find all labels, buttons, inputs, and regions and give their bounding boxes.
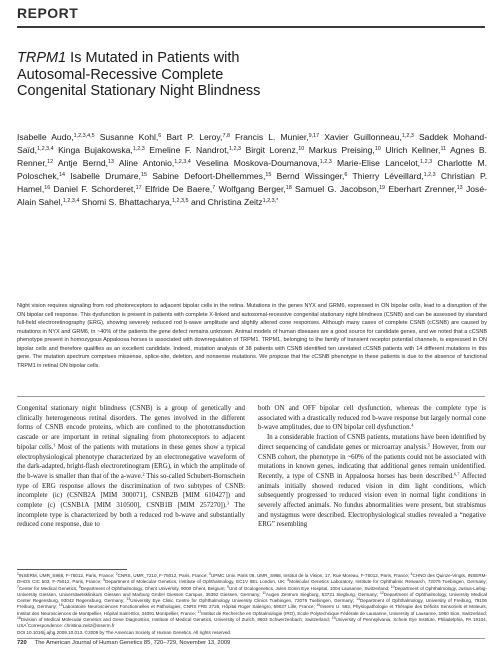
author [324,132,414,142]
author-affiliation-ref: 1,2,3 [228,146,241,152]
title-line-2: Autosomal-Recessive Complete [17,66,224,83]
author-name: Daniel F. Schorderet, [53,184,136,194]
author-affiliation-ref: 1,2,3 [132,146,145,152]
author-name: Marie-Elise Lancelot, [336,158,421,168]
author-name: José-Alain Sahel, [17,184,487,207]
affiliation-number: 10 [390,584,395,589]
header-rule [17,26,485,28]
affiliation-text: Unit of Oculogenetics, Jules Gonin Eye Hospital, 1004 Lausanne, Switzerland; [228,585,391,591]
author-affiliation-ref: 17 [135,185,142,191]
affiliation-number: 19 [331,616,336,621]
title-line-1-rest: Is Mutated in Patients with [66,50,240,66]
article-title [17,50,487,100]
abstract: Night vision requires signaling from rod photoreceptors to adjacent bipolar cells in the retina. Mutations in the genes NYX and GRM6, expressed in ON bipolar cells, lead to a disruption of the ON bipolar cell response. This dysfunction is present in patients with complete X-linked and autosomal-recessive congenital stationary night blindness (CSNB) and can be assessed by standard full-field electroretinography (ERG), showing severely reduced rod b-wave amplitude and slightly altered cone responses. Although many cases of complete CSNB (cCSNB) are caused by mutations in NYX and GRM6, in ~40% of the patients the gene defect remains unknown. Animal models of human diseases are a good source for candidate genes, and we noted that a cCSNB phenotype present in homozygous Appaloosa horses is associated with downregulation of TRPM1. TRPM1, belonging to the family of transient receptor potential channels, is expressed in ON bipolar cells and therefore qualifies as an excellent candidate. Indeed, mutation analysis of 38 patients with CSNB identified ten unrelated cCSNB patients with 14 different mutations in this gene. The mutation spectrum comprises missense, splice-site, deletion, and nonsense mutations. We propose that the cCSNB phenotype in these patients is due to the absence of functional TRPM1 in retinal ON bipolar cells. [17,303,487,369]
author-name: Francis L. Munier, [235,132,309,142]
affiliations [17,573,487,636]
author-name: Xavier Guillonneau, [324,132,402,142]
author-affiliation-ref: 1,2,3,4 [62,198,80,204]
body-paragraph [17,404,245,530]
affiliation-number: 11 [262,591,266,596]
body-text: However, from our CSNB cohort, the phenotype in ~60% of the patients could not be associated with mutations in known genes, indicating that additional genes remain unidentified. Recently, a type of CSNB in Appaloosa horses has been described. [258,443,486,480]
author-list [17,131,487,209]
author-name: Saddek Mohand-Saïd, [17,132,488,155]
affiliation-number: 16 [316,603,321,608]
page-footer [17,640,230,646]
author [385,145,446,155]
author [235,132,319,142]
author-name: Aline Antonio, [118,158,175,168]
author [152,171,271,181]
author [245,145,304,155]
author-name: and Christina Zeitz [190,197,263,207]
affiliation-text: Department of Ophthalmology, Ghent University, 9000 Ghent, Belgium; [80,585,228,591]
affiliation-number: 7 [17,584,19,589]
author-affiliation-ref: 13 [108,159,115,165]
doi-line: DOI 10.1016/j.ajhg.2009.10.013. ©2009 by The American Society of Human Genetics. All rights reserved. [17,629,232,635]
author-affiliation-ref: 1,2,3 [319,159,332,165]
author [58,158,114,168]
body-paragraph [258,433,486,530]
body-text: Most of the patients with mutations in these genes show a typical electrophysiological phenotype characterized by an electronegative waveform of the dark-adapted, bright-flash electroretinogram (ERG), in which the amplitude of the b-wave is smaller than that of the a-wave. [17,443,245,480]
author [277,171,348,181]
abstract-rule [17,396,485,397]
author [388,184,462,194]
affiliation-text: CNRS, UMR_7210, F-75012, Paris, France; [117,573,210,578]
author-name: Eberhart Zrenner, [388,184,457,194]
affiliation-number: 6 [287,578,290,583]
affiliation-number: * [26,622,28,627]
author [166,132,230,142]
author-affiliation-ref: 1,2,3,4 [174,159,191,165]
author-affiliation-ref: 18 [285,185,292,191]
citation-ref: 6,7 [453,471,460,477]
author-name: Antje Bernd, [57,158,109,168]
author-affiliation-ref: 1,2,3 [420,159,433,165]
body-text: The incomplete type is characterized by both a reduced rod b-wave and substantially reduced cone response, due to [17,502,245,529]
title-line-3: Congenital Stationary Night Blindness [17,83,261,99]
author-affiliation-ref: 15 [265,172,272,178]
affiliation-text: INSERM, UMR_S968, F-75012, Paris, France; [18,573,116,578]
affiliation-list [17,573,487,628]
affiliation-number: 9 [227,584,229,589]
affiliation-text: Laboratoire Neurosciences Fonctionnelles et Pathologies, CNRS FRE 2726, Hôpital Roger Salengro, 59037 Lille, France; [62,604,317,610]
author-affiliation-ref: 16 [44,185,51,191]
affiliation-text: UPMC Univ. Paris 06, UMR_S968, Institut de la Vision, 17, Rue Moreau, F-75012, Paris, France; [210,573,411,578]
author-name: Christian P. Hamel, [17,171,488,194]
citation-ref: 2 [142,471,145,477]
affiliation-text: Division of Medical Molecular Genetics and Gene Diagnostics, Institute of Medical Genetics, University of Zurich, 8603 Schwerzenbach, Switzerland; [20,617,332,623]
author [295,184,385,194]
affiliation-number: 14 [356,597,360,602]
affiliation-number: 5 [103,578,106,583]
author [119,158,191,168]
author-affiliation-ref: 11 [440,146,447,152]
affiliation-number: 4 [410,572,413,577]
affiliation-text: University Eye Clinic Centre for Ophthalmology University Clinics Tuebingen, 72076 Tuebingen, Germany; [130,598,357,604]
affiliation-text: Inserm U. 583, Physiopathologie et Thérapie des Déficits Sensoriels et Moteurs, Institut des Neurosciences de Montpellier, Hôpital Saint-Eloi, 34091 Montpellier, France; [17,604,487,616]
affiliation-text: Augen Zentrum Siegburg, 53721 Siegburg, Germany; [265,591,380,597]
affiliation-number: 8 [78,584,81,589]
affiliation-text: Correspondence: christina.zeitz@inserm.fr [27,623,115,629]
author-name: Emeline F. Nandrot, [149,145,229,155]
affiliation-text: Institut de Recherche en Ophtalmologie (IRO), Ecole Polytechnique Fédérale de Lausanne, University of Lausanne, 1950 Sion, Switzerland; [201,610,487,616]
author-affiliation-ref: 6 [158,133,162,139]
author-affiliation-ref: 1,2,3,4 [37,146,54,152]
body-column-left [17,404,245,530]
author [58,145,145,155]
author-affiliation-ref: 14 [59,172,66,178]
author [54,184,142,194]
affiliation-rule [17,569,127,570]
citation-ref: 1 [53,442,56,448]
author [100,132,162,142]
affiliation-text: Department of Ophthalmology, University Medical Center Regensburg, 93042 Regensburg, Germany; [17,591,487,604]
affiliation-number: 17 [197,609,202,614]
author [149,145,241,155]
citation-ref: 5 [427,442,431,448]
author-name: Susanne Kohl, [99,132,159,142]
affiliation-text: Molecular Genetics Laboratory, Institute for Ophthalmic Research, 72076 Tuebingen, Germany; [289,579,488,585]
author [353,171,436,181]
author-name: Sabine Defoort-Dhellemmes, [152,171,266,181]
affiliation-number: 3 [209,572,211,577]
author-name: Veselina Moskova-Doumanova, [196,158,320,168]
author [17,132,95,142]
affiliation-text: Department of Molecular Genetics, Institute of Ophthalmology, EC1V 9EL London, UK; [105,579,288,585]
author-name: Bart P. Leroy, [166,132,223,142]
author-affiliation-ref: 1,2,3,* [262,198,279,204]
footer-rule [17,638,485,639]
affiliation-number: 18 [17,616,21,621]
author-affiliation-ref: 1,2,3 [401,133,414,139]
author-affiliation-ref: 7,8 [222,133,230,139]
author-affiliation-ref: 19 [379,185,386,191]
author [337,158,432,168]
author-affiliation-ref: 13 [456,185,463,191]
affiliation-number: 13 [126,597,131,602]
affiliation-number: 1 [17,572,19,577]
author [145,184,215,194]
body-text: In a considerable fraction of CSNB patients, mutations have been identified by direct sequencing of candidate genes or microarray analysis. [258,434,486,451]
affiliation-text: CHNO des Quinze-Vingts, INSERM-DHOS CIC 503, F-75012, Paris, France; [17,573,488,585]
body-column-right [258,404,486,530]
page-number: 720 [17,640,27,646]
author-affiliation-ref: 1,2,3,4,5 [73,133,95,139]
author-affiliation-ref: 10 [374,146,381,152]
author-affiliation-ref: 1,2,3,5 [172,198,189,204]
affiliation-number: 2 [115,572,118,577]
affiliation-text: Department of Ophthalmology, Justus-Liebig-University Giessen, Universitaetsklinikum Giessen and Marburg GmbH Giessen Campus, 35392 Giessen, Germany; [17,585,488,597]
author-affiliation-ref: 7 [212,185,216,191]
author-affiliation-ref: 12 [47,159,54,165]
author-name: Elfride De Baere, [144,184,213,194]
author [82,197,189,207]
author [196,158,332,168]
author-name: Isabelle Audo, [17,132,74,142]
author-name: Markus Preising, [308,145,375,155]
author [191,197,278,207]
citation-ref: 4 [411,422,414,428]
author-affiliation-ref: 1,2,3 [423,172,436,178]
author-name: Kinga Bujakowska, [58,145,133,155]
journal-citation: The American Journal of Human Genetics 85, 720–729, November 13, 2009 [34,640,231,646]
section-label: REPORT [17,5,79,21]
affiliation-text: Center for Medical Genetics, [18,585,79,591]
affiliation-number: 15 [58,603,63,608]
author [309,145,381,155]
author-name: Ulrich Kellner, [385,145,441,155]
author-name: Shomi S. Bhattacharya, [81,197,173,207]
body-text: both ON and OFF bipolar cell dysfunction, whereas the complete type is associated with a drastically reduced rod b-wave response but largely normal cone b-wave amplitudes, due to ON bipolar cell dysfunction. [258,405,486,432]
body-text: This so-called Schubert-Bornschein type of ERG response allows the discrimination of two subtypes of CSNB: incomplete (ic) (CSNB2A [MIM 300071], CSNB2B [MIM 610427]) and complete (c) (CSNB1A [MIM 310500], CSNB1B [MIM 257270]). [17,472,245,510]
title-line-1 [17,50,487,67]
author-name: Isabelle Drumare, [70,171,141,181]
body-text: Affected animals initially showed reduced vision in dim light conditions, which subsequently progressed to reduced vision even in normal light conditions in severely affected animals. No fundus abnormalities were present, but strabismus and nystagmus were described. Electrophysiological studies revealed a “negative ERG” resembling [258,472,487,529]
affiliation-text: Department of Ophthalmology, University of Freiburg, 79106 Freiburg, Germany; [17,598,487,610]
author-name: Bernd Wissinger, [276,171,345,181]
author-affiliation-ref: 9,17 [308,133,320,139]
title-gene: TRPM1 [17,50,67,66]
author-name: Charlotte M. Poloschek, [17,158,487,181]
author-affiliation-ref: 15 [140,172,147,178]
author-name: Thierry Léveillard, [352,171,424,181]
affiliation-number: 12 [379,591,384,596]
citation-ref: 3 [226,500,230,506]
author-name: Birgit Lorenz, [245,145,299,155]
affiliation-text: University of Pennsylvania, Scheie Eye Institute, Philadelphia, PA 19104, USA [17,617,487,629]
author-affiliation-ref: 10 [298,146,305,152]
author-name: Agnes B. Renner, [17,145,488,168]
author [70,171,147,181]
author-affiliation-ref: 6 [344,172,348,178]
body-paragraph [258,404,486,433]
body-text: Congenital stationary night blindness (CSNB) is a group of genetically and clinically heterogeneous retinal disorders. The genes involved in the different forms of CSNB encode proteins, which are confined to the phototransduction cascade or are important in retinal signaling from photoreceptors to adjacent bipolar cells. [17,405,245,451]
author-name: Wolfgang Berger, [218,184,286,194]
author [219,184,292,194]
author-name: Samuel G. Jacobson, [295,184,380,194]
